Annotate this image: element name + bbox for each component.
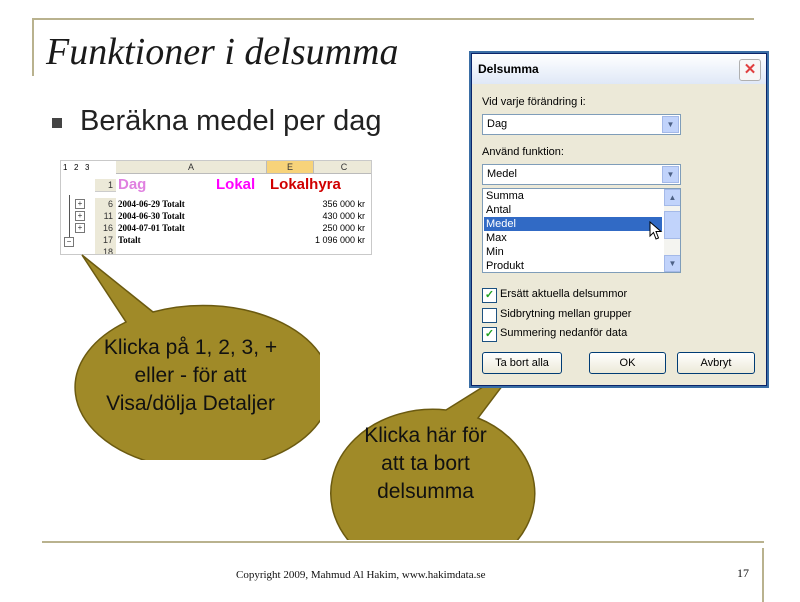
- expand-plus-icon[interactable]: +: [75, 199, 85, 209]
- collapse-minus-icon[interactable]: −: [64, 237, 74, 247]
- outline-level-2-button[interactable]: 2: [74, 163, 79, 172]
- scroll-thumb[interactable]: [664, 211, 681, 239]
- summary-below-label: Summering nedanför data: [500, 327, 628, 339]
- callout-left-text: Klicka på 1, 2, 3, + eller - för att Visa/dölja Detaljer: [103, 336, 278, 415]
- spreadsheet-snippet: [60, 160, 372, 255]
- list-item[interactable]: Summa: [486, 190, 524, 202]
- function-select[interactable]: [482, 164, 681, 185]
- cell-date-total[interactable]: 2004-07-01 Totalt: [118, 223, 185, 233]
- function-label: Använd funktion:: [482, 146, 564, 158]
- change-in-select[interactable]: [482, 114, 681, 135]
- row-number[interactable]: 1: [95, 179, 116, 192]
- cell-header-lokal[interactable]: Lokal: [216, 176, 256, 193]
- row-number[interactable]: 17: [95, 234, 116, 247]
- remove-all-button[interactable]: Ta bort alla: [482, 352, 562, 374]
- cell-amount[interactable]: 430 000 kr: [322, 211, 365, 221]
- expand-plus-icon[interactable]: +: [75, 223, 85, 233]
- row-number[interactable]: 16: [95, 222, 116, 235]
- chevron-down-icon[interactable]: ▼: [662, 166, 679, 183]
- column-header-e[interactable]: E: [267, 161, 314, 174]
- top-rule: [32, 18, 754, 20]
- bottom-rule: [42, 541, 764, 543]
- scroll-down-icon[interactable]: ▼: [664, 255, 681, 272]
- copyright-text: Copyright 2009, Mahmud Al Hakim, www.hakimdata.se: [236, 569, 486, 581]
- dialog-title: Delsumma: [478, 62, 539, 76]
- close-icon[interactable]: ✕: [739, 59, 761, 81]
- cell-date-total[interactable]: 2004-06-29 Totalt: [118, 199, 185, 209]
- left-rule: [32, 18, 34, 76]
- cancel-button[interactable]: Avbryt: [677, 352, 755, 374]
- cell-amount[interactable]: 1 096 000 kr: [314, 235, 365, 245]
- dialog-titlebar[interactable]: [472, 54, 766, 84]
- callout-right-text: Klicka här för att ta bort delsumma: [364, 424, 487, 503]
- callout-right: [318, 360, 538, 540]
- cell-grand-total[interactable]: Totalt: [118, 235, 141, 245]
- summary-below-checkbox[interactable]: ✓: [482, 327, 497, 342]
- mouse-cursor-icon: [649, 221, 663, 241]
- replace-subtotals-checkbox[interactable]: ✓: [482, 288, 497, 303]
- change-in-value: Dag: [487, 118, 508, 130]
- cell-amount[interactable]: 250 000 kr: [322, 223, 365, 233]
- list-item[interactable]: Min: [486, 246, 504, 258]
- list-item[interactable]: Antal: [486, 204, 512, 216]
- outline-bracket: [69, 195, 70, 241]
- right-rule: [762, 548, 764, 602]
- outline-level-3-button[interactable]: 3: [85, 163, 90, 172]
- cell-header-lokalhyra[interactable]: Lokalhyra: [270, 176, 341, 193]
- row-number[interactable]: 18: [95, 246, 116, 255]
- subtotal-dialog: [471, 53, 767, 386]
- list-scrollbar[interactable]: [664, 189, 680, 272]
- cell-header-dag[interactable]: Dag: [118, 176, 147, 193]
- scroll-up-icon[interactable]: ▲: [664, 189, 681, 206]
- page-break-label: Sidbrytning mellan grupper: [500, 308, 632, 320]
- ok-button[interactable]: OK: [589, 352, 666, 374]
- page-break-checkbox[interactable]: [482, 308, 497, 323]
- replace-subtotals-label: Ersätt aktuella delsummor: [500, 288, 628, 300]
- list-item-selected[interactable]: Medel: [484, 217, 662, 231]
- slide-title: Funktioner i delsumma: [46, 31, 399, 73]
- cell-date-total[interactable]: 2004-06-30 Totalt: [118, 211, 185, 221]
- outline-level-1-button[interactable]: 1: [63, 163, 68, 172]
- change-in-label: Vid varje förändring i:: [482, 96, 586, 108]
- bullet-text: Beräkna medel per dag: [80, 105, 382, 137]
- cell-amount[interactable]: 356 000 kr: [322, 199, 365, 209]
- callout-left: [58, 250, 320, 460]
- bullet-square-icon: [52, 118, 62, 128]
- list-item[interactable]: Produkt: [486, 260, 524, 272]
- list-item[interactable]: Max: [486, 232, 507, 244]
- column-header-a[interactable]: A: [116, 161, 267, 174]
- row-number[interactable]: 6: [95, 198, 116, 211]
- page-number: 17: [737, 566, 749, 580]
- column-header-c[interactable]: C: [314, 161, 372, 174]
- function-list[interactable]: [482, 188, 681, 273]
- function-value: Medel: [487, 168, 517, 180]
- chevron-down-icon[interactable]: ▼: [662, 116, 679, 133]
- row-number[interactable]: 11: [95, 210, 116, 223]
- expand-plus-icon[interactable]: +: [75, 211, 85, 221]
